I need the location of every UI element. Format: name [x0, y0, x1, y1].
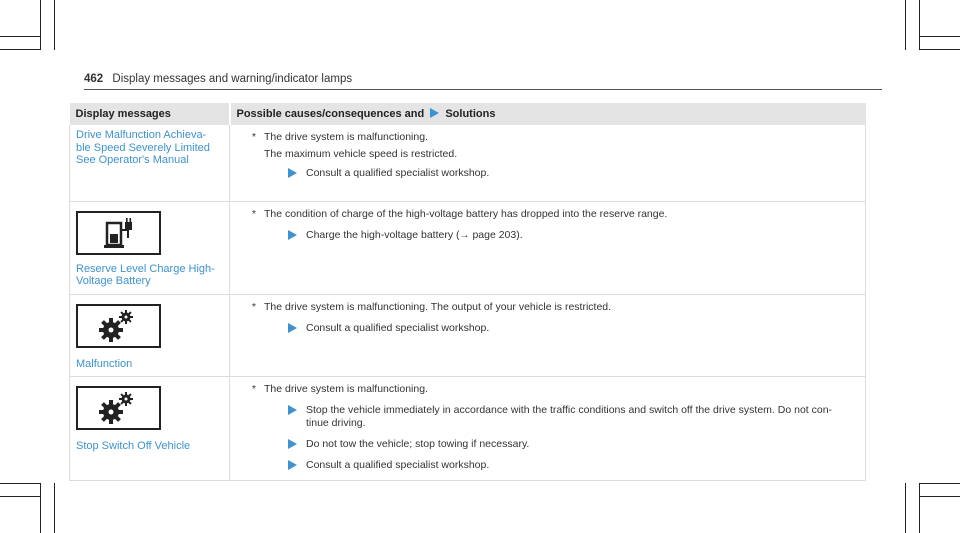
- action-text-continued: tinue driving.: [306, 417, 366, 429]
- action-item: [236, 229, 859, 242]
- display-message: [76, 263, 223, 288]
- cause-line: [236, 208, 859, 221]
- crop-mark: [919, 0, 920, 50]
- cause-line: [236, 301, 859, 314]
- action-item: [236, 404, 859, 430]
- header-rule: [84, 89, 882, 90]
- page-reference-arrow: →: [459, 229, 470, 241]
- crop-mark: [54, 0, 55, 50]
- action-item: [236, 322, 859, 335]
- table-row: [70, 201, 866, 294]
- fuel-pump-plug-icon: [76, 211, 161, 255]
- bullet-star: *: [251, 131, 256, 143]
- gear-malfunction-icon: [76, 304, 161, 348]
- crop-mark: [905, 483, 906, 533]
- cause-text: The drive system is malfunctioning.: [264, 383, 428, 395]
- cause-text: The drive system is malfunctioning.: [264, 131, 428, 143]
- display-message: [70, 125, 229, 170]
- cause-line: [236, 383, 859, 396]
- crop-mark: [40, 483, 41, 533]
- action-text: Do not tow the vehicle; stop towing if necessary.: [306, 438, 530, 450]
- action-item: [236, 167, 859, 180]
- crop-mark: [920, 49, 960, 50]
- table-row: [70, 125, 866, 201]
- message-line: ble Speed Severely Limited: [76, 141, 210, 154]
- table-row: [70, 294, 866, 377]
- column-header-causes: Possible causes/consequences and: [236, 108, 425, 120]
- page-reference-link[interactable]: page 203).: [472, 228, 523, 241]
- crop-mark: [0, 36, 40, 37]
- crop-mark: [905, 0, 906, 50]
- crop-mark: [0, 49, 40, 50]
- page-number: 462: [84, 73, 104, 85]
- bullet-star: *: [251, 300, 256, 313]
- column-header-solutions: [230, 103, 866, 125]
- action-text: Stop the vehicle immediately in accordance with the traffic conditions and switch off the drive system. Do not con-: [306, 404, 833, 416]
- cause-line: [236, 131, 859, 144]
- crop-mark: [0, 483, 40, 484]
- crop-mark: [0, 496, 40, 497]
- arrow-icon: [430, 108, 439, 118]
- message-line: See Operator's Manual: [76, 154, 189, 166]
- message-line: Reserve Level Charge High-: [76, 262, 215, 275]
- action-item: [236, 459, 859, 472]
- action-text: Consult a qualified specialist workshop.: [306, 459, 490, 471]
- crop-mark: [919, 483, 920, 533]
- cause-text: The drive system is malfunctioning. The output of your vehicle is restricted.: [264, 300, 612, 313]
- display-message: [76, 438, 223, 453]
- gear-malfunction-icon: [76, 386, 161, 430]
- message-line: Drive Malfunction Achieva-: [76, 129, 207, 141]
- message-line: Malfunction: [76, 357, 133, 370]
- message-line: Stop Switch Off Vehicle: [76, 440, 191, 452]
- bullet-star: *: [251, 207, 256, 220]
- cause-extra-text: The maximum vehicle speed is restricted.: [264, 148, 458, 160]
- column-header-solutions-label: Solutions: [445, 108, 496, 120]
- crop-mark: [920, 36, 960, 37]
- message-line: Voltage Battery: [76, 275, 151, 287]
- action-arrow-icon: [288, 230, 297, 240]
- crop-mark: [920, 496, 960, 497]
- page-header: [84, 73, 352, 85]
- action-text: Consult a qualified specialist workshop.: [306, 321, 490, 334]
- display-message: [76, 356, 223, 371]
- action-text: Charge the high-voltage battery (: [306, 228, 460, 241]
- cause-text: The condition of charge of the high-voltage battery has dropped into the reserve range.: [264, 207, 668, 220]
- action-arrow-icon: [288, 439, 297, 449]
- crop-mark: [40, 0, 41, 50]
- action-item: [236, 438, 859, 451]
- action-arrow-icon: [288, 323, 297, 333]
- table-row: [70, 377, 866, 481]
- display-messages-table: [69, 103, 866, 481]
- action-arrow-icon: [288, 168, 297, 178]
- action-arrow-icon: [288, 405, 297, 415]
- crop-mark: [54, 483, 55, 533]
- action-text: Consult a qualified specialist workshop.: [306, 167, 490, 179]
- crop-mark: [920, 483, 960, 484]
- column-header-messages: Display messages: [70, 103, 230, 125]
- action-arrow-icon: [288, 460, 297, 470]
- page-title: Display messages and warning/indicator lamps: [112, 73, 353, 85]
- bullet-star: *: [251, 383, 256, 395]
